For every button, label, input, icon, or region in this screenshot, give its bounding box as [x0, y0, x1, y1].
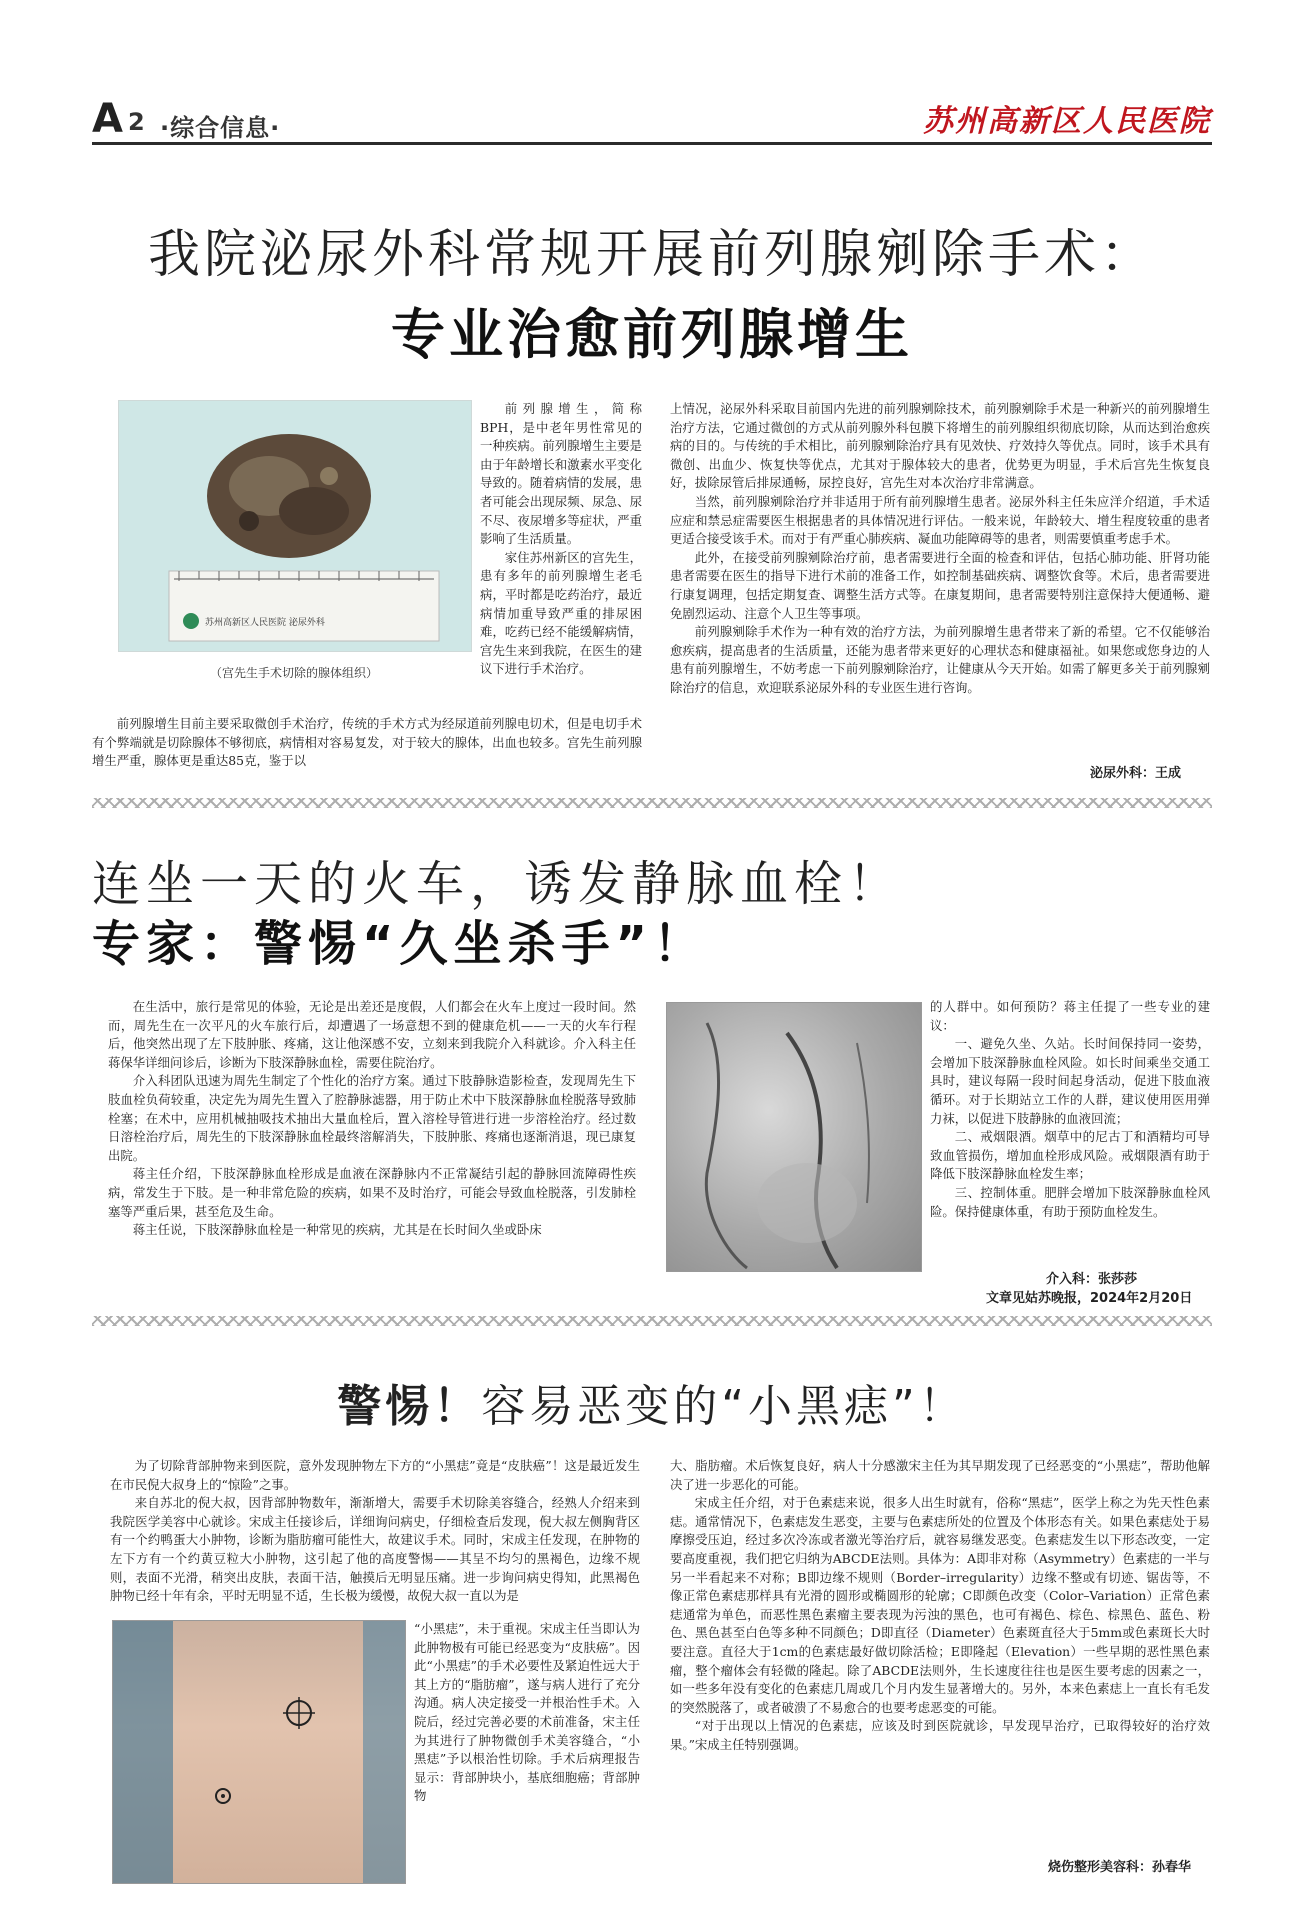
article2-byline-source: 文章见姑苏晚报，2024年2月20日 — [986, 1291, 1193, 1306]
article1-paragraph: 家住苏州新区的宫先生，患有多年的前列腺增生老毛病，平时都是吃药治疗，最近病情加重导致严重的排尿困难，吃药已经不能缓解病情，宫先生来到我院，在医生的建议下进行手术治疗。 — [480, 549, 642, 677]
article3-paragraph: 为了切除背部肿物来到医院，意外发现肿物左下方的“小黑痣”竟是“皮肤癌”！这是最近发生在市民倪大叔身上的“惊险”之事。 — [110, 1458, 640, 1492]
article2-paragraph: 二、戒烟限酒。烟草中的尼古丁和酒精均可导致血管损伤，增加血栓形成风险。戒烟限酒有助于降低下肢深静脉血栓发生率； — [930, 1129, 1210, 1182]
article2-paragraph: 介入科团队迅速为周先生制定了个性化的治疗方案。通过下肢静脉造影检查，发现周先生下肢血栓负荷较重，决定先为周先生置入了腔静脉滤器，用于防止术中下肢深静脉血栓脱落导致肺栓塞；在术中，应用机械抽吸技术抽出大量血栓后，置入溶栓导管进行进一步溶栓治疗。经过数日溶栓治疗后，周先生的下肢深静脉血栓最终溶解消失，下肢肿胀、疼痛也逐渐消退，现已康复出院。 — [108, 1073, 636, 1163]
hospital-brand-logo: 苏州高新区人民医院 — [923, 104, 1211, 139]
article1-title-line1: 我院泌尿外科常规开展前列腺剜除手术： — [147, 225, 1156, 285]
article1-col1-bottom — [92, 715, 642, 771]
article1-paragraph: 前列腺增生目前主要采取微创手术治疗，传统的手术方式为经尿道前列腺电切术，但是电切手术有个弊端就是切除腺体不够彻底，病情相对容易复发，对于较大的腺体，出血也较多。宫先生前列腺增生严重，腺体更是重达85克，鉴于以 — [92, 716, 642, 769]
section-title: ·综合信息· — [160, 114, 281, 142]
article3-paragraph: 大、脂肪瘤。术后恢复良好，病人十分感激宋主任为其早期发现了已经恶变的“小黑痣”，帮助他解决了进一步恶化的可能。 — [670, 1458, 1210, 1492]
tissue-specimen-image — [119, 401, 471, 651]
article3-col2 — [670, 1457, 1210, 1755]
article1-paragraph: 前列腺剜除手术作为一种有效的治疗方法，为前列腺增生患者带来了新的希望。它不仅能够治愈疾病，提高患者的生活质量，还能为患者带来更好的心理状态和健康福祉。如果您或您身边的人患有前列腺增生，不妨考虑一下前列腺剜除治疗，让健康从今天开始。如需了解更多关于前列腺剜除治疗的信息，欢迎联系泌尿外科的专业医生进行咨询。 — [670, 624, 1210, 695]
article2-paragraph: 在生活中，旅行是常见的体验，无论是出差还是度假，人们都会在火车上度过一段时间。然而，周先生在一次平凡的火车旅行后，却遭遇了一场意想不到的健康危机——一天的火车行程后，他突然出现了左下肢肿胀、疼痛，这让他深感不安，立刻来到我院介入科就诊。介入科主任蒋保华详细问诊后，诊断为下肢深静脉血栓，需要住院治疗。 — [108, 999, 636, 1070]
article1-byline: 泌尿外科：王成 — [1090, 766, 1182, 781]
article3-back-photo — [112, 1620, 406, 1884]
article1-col1 — [480, 400, 642, 679]
article2-title-line1: 连坐一天的火车，诱发静脉血栓！ — [92, 856, 903, 912]
article1-title-line2: 专业治愈前列腺增生 — [391, 303, 913, 366]
article3-paragraph: “小黑痣”，未于重视。宋成主任当即认为此肿物极有可能已经恶变为“皮肤癌”。因此“小黑痣”的手术必要性及紧迫性远大于其上方的“脂肪瘤”，遂与病人进行了充分沟通。病人决定接受一并根治性手术。入院后，经过完善必要的术前准备，宋主任为其进行了肿物微创手术美容缝合，“小黑痣”予以根治性切除。手术后病理报告显示：背部肿块小，基底细胞癌；背部肿物 — [414, 1621, 640, 1804]
article1-paragraph: 此外，在接受前列腺剜除治疗前，患者需要进行全面的检查和评估，包括心肺功能、肝肾功能患者需要在医生的指导下进行术前的准备工作，如控制基础疾病、调整饮食等。术后，患者需要进行康复调理，包括定期复查、调整生活方式等。在康复期间，患者需要特别注意保持大便通畅、避免剧烈运动、注意个人卫生等事项。 — [670, 549, 1210, 621]
header-rule — [92, 142, 1212, 145]
photo-label: 苏州高新区人民医院 泌尿外科 — [205, 618, 325, 628]
section-divider — [92, 798, 1212, 808]
article2-paragraph: 一、避免久坐、久站。长时间保持同一姿势，会增加下肢深静脉血栓风险。如长时间乘坐交通工具时，建议每隔一段时间起身活动，促进下肢血液循环。对于长期站立工作的人群，建议使用医用弹力袜，以促进下肢静脉的血液回流； — [930, 1036, 1210, 1126]
article2-byline-author: 介入科：张莎莎 — [1046, 1272, 1138, 1287]
article3-paragraph: 来自苏北的倪大叔，因背部肿物数年，渐渐增大，需要手术切除美容缝合，经熟人介绍来到我院医学美容中心就诊。宋成主任接诊后，详细询问病史，仔细检查后发现，倪大叔左侧胸背区有一个约鸭蛋大小肿物，诊断为脂肪瘤可能性大，故建议手术。同时，宋成主任发现，在肿物的左下方有一个约黄豆粒大小肿物，这引起了他的高度警惕——其呈不均匀的黑褐色，边缘不规则，表面不光滑，稍突出皮肤，表面干洁，触摸后无明显压痛。进一步询问病史得知，此黑褐色肿物已经十年有余，平时无明显不适，生长极为缓慢，故倪大叔一直以为是 — [110, 1495, 640, 1604]
article1-photo — [118, 400, 472, 652]
article3-title — [92, 1370, 1212, 1434]
article2-title-line2: 专家：警惕“久坐杀手”！ — [92, 916, 708, 972]
article2-col2 — [930, 998, 1210, 1221]
page-letter: A — [92, 96, 123, 142]
article1-paragraph: 当然，前列腺剜除治疗并非适用于所有前列腺增生患者。泌尿外科主任朱应洋介绍道，手术适应症和禁忌症需要医生根据患者的具体情况进行评估。一般来说，年龄较大、增生程度较重的患者更适合接受该手术。而对于有严重心肺疾病、凝血功能障碍等的患者，则需要慎重考虑手术。 — [670, 493, 1210, 547]
article2-angiography-image — [666, 1002, 922, 1272]
article2-paragraph: 蒋主任说，下肢深静脉血栓是一种常见的疾病，尤其是在长时间久坐或卧床 — [132, 1222, 542, 1238]
article3-paragraph: 宋成主任介绍，对于色素痣来说，很多人出生时就有，俗称“黑痣”，医学上称之为先天性色素痣。通常情况下，色素痣发生恶变，主要与色素痣所处的位置及个体形态有关。如果色素痣处于易摩擦受压迫，经过多次冷冻或者激光等治疗后，就容易继发恶变。色素痣发生以下形态改变，一定要高度重视，我们把它归纳为ABCDE法则。具体为：A即非对称（Asymmetry）色素痣的一半与另一半看起来不对称；B即边缘不规则（Border–irregularity）边缘不整或有切迹、锯齿等，不像正常色素痣那样具有光滑的圆形或椭圆形的轮廓；C即颜色改变（Color–Variation）正常色素痣通常为单色，而恶性黑色素瘤主要表现为污浊的黑色，也可有褐色、棕色、棕黑色、蓝色、粉色、黑色甚至白色等多种不同颜色；D即直径（Diameter）色素斑直径大于5mm或色素斑长大时要注意。直径大于1cm的色素痣最好做切除活检；E即隆起（Elevation）一些早期的恶性黑色素瘤，整个瘤体会有轻微的隆起。除了ABCDE法则外，生长速度往往也是医生要考虑的因素之一，如一些多年没有变化的色素痣几周或几个月内发生显著增大的。另外，本来色素痣上一直长有毛发的突然脱落了，或者破溃了不易愈合的也要考虑恶变的可能。 — [670, 1495, 1210, 1715]
article2-col1 — [108, 998, 636, 1240]
article3-paragraph: “对于出现以上情况的色素痣，应该及时到医院就诊，早发现早治疗，已取得较好的治疗效果。”宋成主任特别强调。 — [670, 1718, 1210, 1752]
article3-col1-beside-photo — [414, 1620, 640, 1806]
section-divider — [92, 1316, 1212, 1326]
article2-paragraph: 的人群中。如何预防？蒋主任提了一些专业的建议： — [930, 999, 1210, 1033]
article1-paragraph: 前列腺增生，简称BPH，是中老年男性常见的一种疾病。前列腺增生主要是由于年龄增长和激素水平变化导致的。随着病情的发展，患者可能会出现尿频、尿急、尿不尽、夜尿增多等症状，严重影响了生活质量。 — [480, 401, 642, 547]
page-number: 2 — [128, 108, 145, 136]
article3-byline: 烧伤整形美容科：孙春华 — [1048, 1860, 1192, 1875]
article3-col1-top — [110, 1457, 640, 1606]
article2-paragraph: 三、控制体重。肥胖会增加下肢深静脉血栓风险。保持健康体重，有助于预防血栓发生。 — [930, 1184, 1210, 1219]
article1-col2 — [670, 400, 1210, 698]
article3-title-bold: 警惕！ — [337, 1381, 482, 1432]
article2-paragraph: 蒋主任介绍，下肢深静脉血栓形成是血液在深静脉内不正常凝结引起的静脉回流障碍性疾病，常发生于下肢。是一种非常危险的疾病，如果不及时治疗，可能会导致血栓脱落，引发肺栓塞等严重后果，甚至危及生命。 — [108, 1166, 636, 1219]
article1-paragraph: 上情况，泌尿外科采取目前国内先进的前列腺剜除技术，前列腺剜除手术是一种新兴的前列腺增生治疗方法，它通过微创的方式从前列腺外科包膜下将增生的前列腺组织彻底切除，从而达到治愈疾病的目的。与传统的手术相比，前列腺剜除治疗具有见效快、疗效持久等优点。同时，该手术具有微创、出血少、恢复快等优点，尤其对于腺体较大的患者，优势更为明显，手术后宫先生恢复良好，拔除尿管后排尿通畅，尿控良好，宫先生对本次治疗非常满意。 — [670, 401, 1210, 491]
article3-title-rest: 容易恶变的“小黑痣”！ — [481, 1381, 967, 1432]
article1-photo-caption: （宫先生手术切除的腺体组织） — [209, 666, 378, 680]
